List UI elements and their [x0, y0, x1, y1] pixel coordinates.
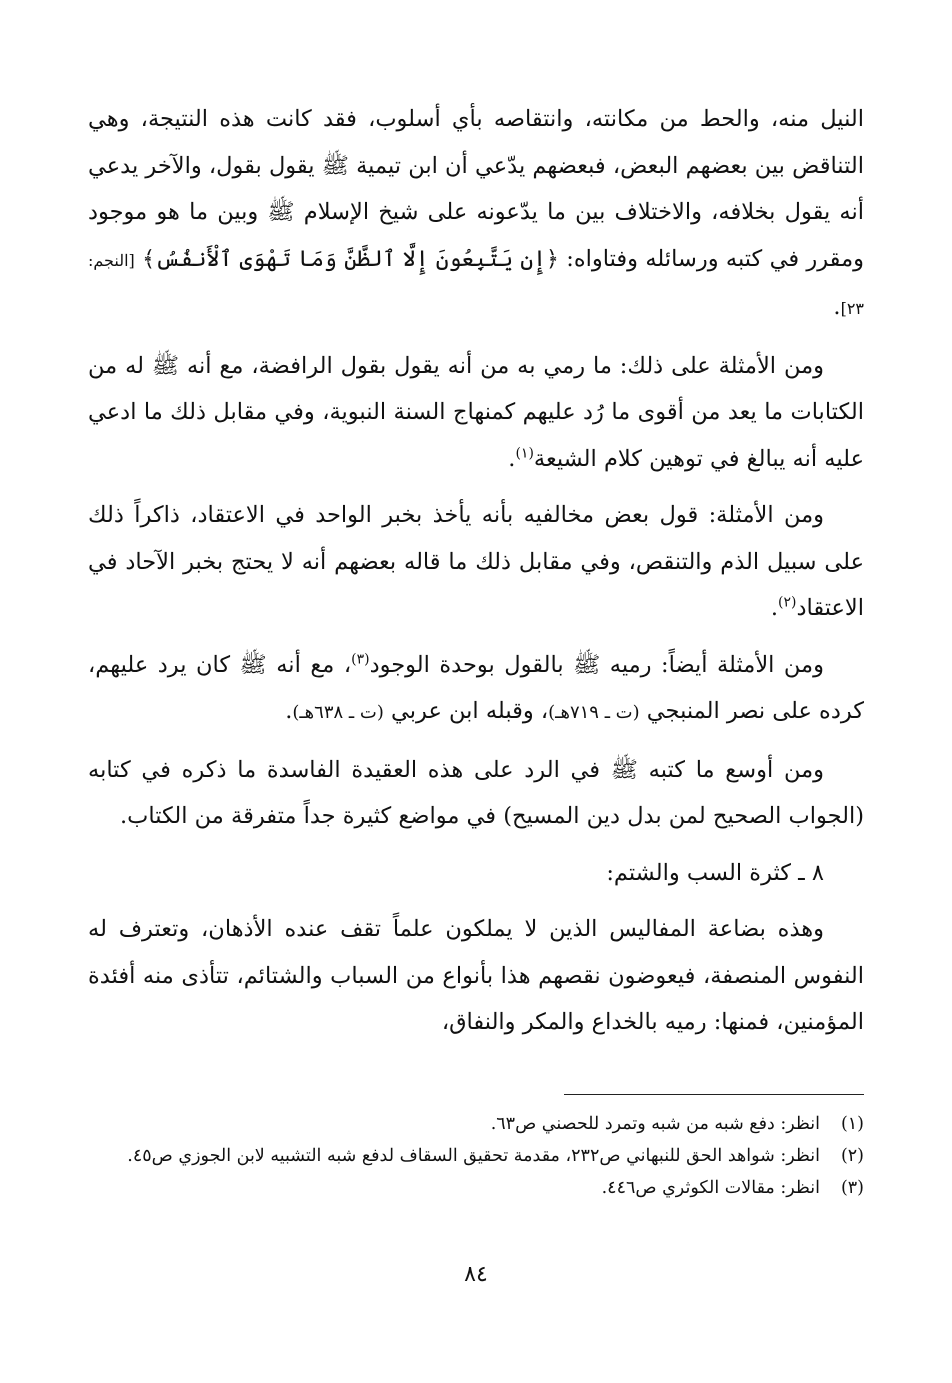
footnote-text: انظر: دفع شبه من شبه وتمرد للحصني ص٦٣.: [490, 1114, 820, 1134]
paragraph-4-end: .: [285, 698, 293, 724]
section-heading-text: ٨ ـ كثرة السب والشتم:: [606, 859, 824, 886]
paragraph-3-end: .: [770, 595, 778, 621]
main-text: [88, 96, 864, 1056]
death-date-2: (ت ـ ٦٣٨هـ): [292, 702, 384, 723]
paragraph-5: [88, 747, 864, 840]
page-number: ٨٤: [464, 1262, 488, 1287]
footnote-divider: [564, 1094, 864, 1095]
paragraph-2-end: .: [508, 445, 516, 472]
footnote-marker-2[interactable]: (٢): [777, 594, 797, 611]
footnote-marker-3[interactable]: (٣): [351, 651, 370, 667]
death-date-1: (ت ـ ٧١٩هـ): [548, 702, 640, 723]
footnote-text: انظر: شواهد الحق للنبهاني ص٢٣٢، مقدمة تحقيق السقاف لدفع شبه التشبيه لابن الجوزي ص٤٥.: [127, 1146, 820, 1166]
paragraph-1-text: النيل منه، والحط من مكانته، وانتقاصه بأي أسلوب، فقد كانت هذه النتيجة، وهي التناقض بين بعضهم البعض، فبعضهم يدّعي أن ابن تيمية ﷺ يقول بقول، والآخر يدعي أنه يقول بخلافه، والاختلاف بين ما يدّعونه على شيخ الإسلام ﷺ وبين ما هو موجود ومقرر في كتبه ورسائله وفتاواه:: [88, 106, 864, 272]
footnote-number: (١): [840, 1114, 864, 1134]
paragraph-3: [88, 492, 864, 632]
quran-verse: ﴿إِن يَتَّبِعُونَ إِلَّا ٱلظَّنَّ وَمَا تَهْوَى ٱلْأَنفُسُ﴾: [142, 246, 559, 272]
paragraph-4: [88, 642, 864, 737]
paragraph-4-text-2: ، مع أنه ﷺ كان يرد عليهم، كرده على نصر المنبجي: [88, 651, 864, 724]
verse-reference: [النجم: ٢٣]: [88, 250, 864, 318]
paragraph-2: [88, 343, 864, 483]
paragraph-2-text: ومن الأمثلة على ذلك: ما رمي به من أنه يقول بقول الرافضة، مع أنه ﷺ له من الكتابات ما يعد من أقوى ما رُد عليهم كمنهاج السنة النبوية، وفي مقابل ذلك ما ادعي عليه أنه يبالغ في توهين كلام الشيعة: [88, 352, 864, 472]
paragraph-1-end: .: [833, 294, 841, 320]
section-heading: [88, 850, 864, 897]
paragraph-4-text-3: ، وقبله ابن عربي: [383, 698, 549, 724]
footnote-marker-1[interactable]: (١): [515, 445, 534, 461]
paragraph-6-text: وهذه بضاعة المفاليس الذين لا يملكون علماً تقف عنده الأذهان، وتعترف له النفوس المنصفة، فيعوضون نقصهم هذا بأنواع من السباب والشتائم، تتأذى منه أفئدة المؤمنين، فمنها: رميه بالخداع والمكر والنفاق،: [88, 916, 864, 1035]
paragraph-3-text: ومن الأمثلة: قول بعض مخالفيه بأنه يأخذ بخبر الواحد في الاعتقاد، ذاكراً ذلك على سبيل الذم والتنقص، وفي مقابل ذلك ما قاله بعضهم أنه لا يحتج بخبر الآحاد في الاعتقاد: [88, 502, 864, 621]
footnote-number: (٢): [840, 1146, 864, 1166]
paragraph-4-text: ومن الأمثلة أيضاً: رميه ﷺ بالقول بوحدة الوجود: [369, 651, 824, 678]
footnote-text: انظر: مقالات الكوثري ص٤٤٦.: [601, 1178, 820, 1198]
paragraph-6: [88, 906, 864, 1046]
footnote-2: [88, 1140, 864, 1172]
footnote-1: [88, 1108, 864, 1140]
paragraph-5-text: ومن أوسع ما كتبه ﷺ في الرد على هذه العقيدة الفاسدة ما ذكره في كتابه (الجواب الصحيح لمن بدل دين المسيح) في مواضع كثيرة جداً متفرقة من الكتاب.: [88, 756, 864, 829]
footnotes: [88, 1108, 864, 1204]
footnote-number: (٣): [840, 1178, 864, 1198]
paragraph-1: [88, 96, 864, 333]
footnote-3: [88, 1172, 864, 1204]
